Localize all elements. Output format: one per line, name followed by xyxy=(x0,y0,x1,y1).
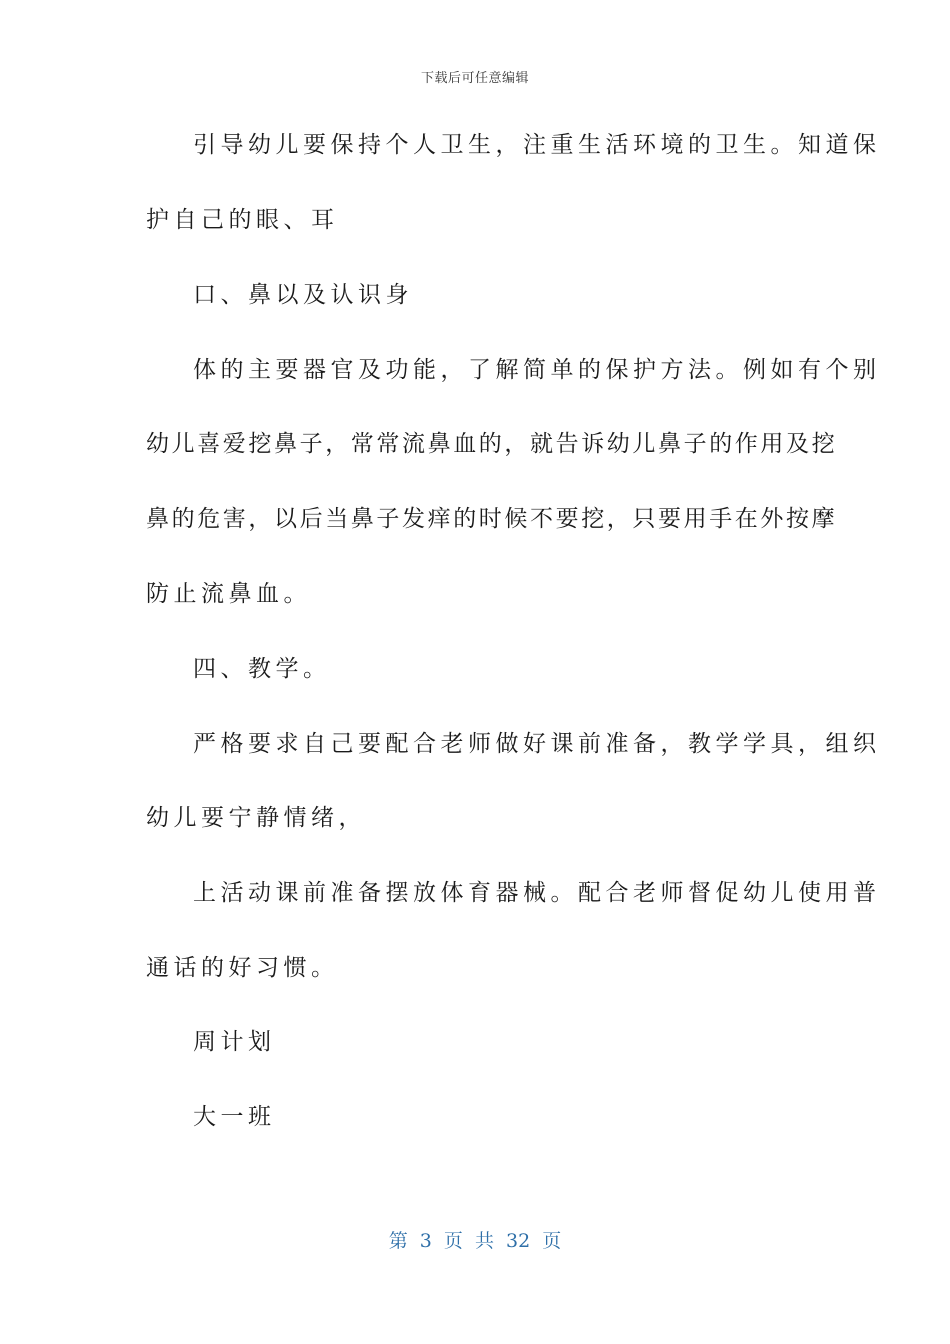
page-footer: 第 3 页 共 32 页 xyxy=(388,1230,562,1252)
paragraph-line: 严格要求自己要配合老师做好课前准备，教学学具，组织 xyxy=(193,731,881,757)
paragraph-line: 防止流鼻血。 xyxy=(146,581,311,607)
paragraph-line: 周计划 xyxy=(193,1029,276,1055)
paragraph-line: 引导幼儿要保持个人卫生，注重生活环境的卫生。知道保 xyxy=(193,132,881,158)
paragraph-line: 幼儿喜爱挖鼻子，常常流鼻血的，就告诉幼儿鼻子的作用及挖 xyxy=(146,431,838,457)
paragraph-line: 口、鼻以及认识身 xyxy=(193,282,413,308)
paragraph-line: 护自己的眼、耳 xyxy=(146,207,339,233)
paragraph-line: 上活动课前准备摆放体育器械。配合老师督促幼儿使用普 xyxy=(193,880,881,906)
section-heading: 四、教学。 xyxy=(193,656,331,682)
paragraph-line: 幼儿要宁静情绪， xyxy=(146,805,366,831)
paragraph-line: 体的主要器官及功能，了解简单的保护方法。例如有个别 xyxy=(193,357,881,383)
paragraph-line: 大一班 xyxy=(193,1104,276,1130)
page-header: 下载后可任意编辑 xyxy=(420,71,529,86)
paragraph-line: 鼻的危害，以后当鼻子发痒的时候不要挖，只要用手在外按摩 xyxy=(146,506,838,532)
paragraph-line: 通话的好习惯。 xyxy=(146,955,339,981)
